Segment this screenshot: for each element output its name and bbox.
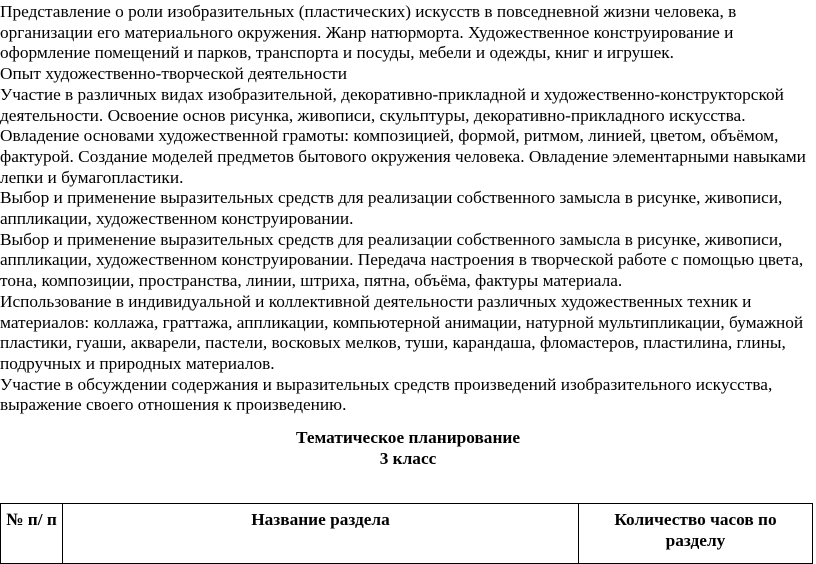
table-header-row [1,504,813,564]
grade-subtitle: 3 класс [379,448,437,468]
column-header-number: № п/ п [1,504,63,564]
column-header-section-name: Название раздела [63,504,579,564]
paragraph-section-title: Опыт художественно-творческой деятельности [0,64,347,84]
paragraph-techniques: Использование в индивидуальной и коллективной деятельности различных художественных техник и материалов: коллажа, граттажа, аппликации, компьютерной анимации, натурной мультипликации, бумажной пластики, гуаши, акварели, пастели, восковых мелков, туши, карандаша, фломастеров, пластилина, глины, подручных и природных материалов. [0,291,804,373]
paragraph-choice-means: Выбор и применение выразительных средств для реализации собственного замысла в рисунке, живописи, аппликации, художественном конструировании. [0,188,783,229]
paragraph-participation: Участие в различных видах изобразительной, декоративно-прикладной и художественно-конструкторской деятельности. Освоение основ рисунка, живописи, скульптуры, декоративно-прикладного искусства. Овладение основами художественной грамоты: композицией, формой, ритмом, линией, цветом, объёмом, фактурой. Создание моделей предметов бытового окружения человека. Овладение элементарными навыками лепки и бумагопластики. [0,84,806,187]
body-text [0,2,812,416]
planning-title: Тематическое планирование [295,428,521,447]
planning-table [0,503,813,564]
paragraph-art-role: Представление о роли изобразительных (пластических) искусств в повседневной жизни человека, в организации его материального окружения. Жанр натюрморта. Художественное конструирование и оформление помещений и парков, транспорта и посуды, мебели и одежды, книг и игрушек. [0,2,737,63]
column-header-hours: Количество часов по разделу [579,504,813,564]
paragraph-choice-means-mood: Выбор и применение выразительных средств для реализации собственного замысла в рисунке, живописи, аппликации, художественном конструировании. Передача настроения в творческой работе с помощью цвета, тона, композиции, пространства, линии, штриха, пятна, объёма, фактуры материала. [0,229,804,291]
paragraph-discussion: Участие в обсуждении содержания и выразительных средств произведений изобразительного искусства, выражение своего отношения к произведению. [0,374,773,415]
planning-heading [0,428,816,469]
